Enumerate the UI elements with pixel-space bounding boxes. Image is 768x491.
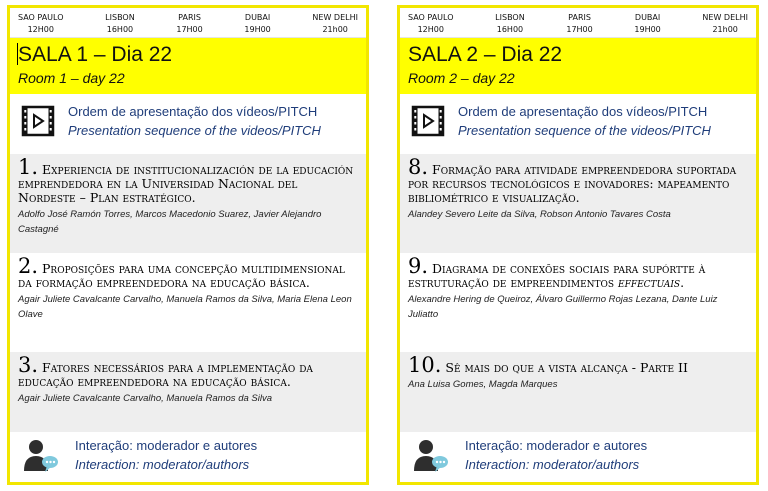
presentation-order-text: [68, 102, 321, 140]
talk-title: Proposições para uma concepção multidimensional da formação empreendedora na educação básica.: [18, 261, 345, 290]
talk-authors: Agair Juliete Cavalcante Carvalho, Manuela Ramos da Silva: [18, 393, 272, 404]
timezone-sao-paulo: SAO PAULO 12H00: [408, 13, 454, 34]
interaction-row: [10, 432, 366, 482]
presentation-order-row: [10, 94, 366, 154]
order-label-pt: Ordem de apresentação dos vídeos/PITCH: [68, 104, 318, 119]
timezone-paris: PARIS 17H00: [176, 13, 203, 34]
talk-number: 1.: [18, 155, 39, 179]
talk-authors: Adolfo José Ramón Torres, Marcos Macedonio Suarez, Javier Alejandro Castagné: [18, 209, 322, 235]
talk-title: Diagrama de conexões sociais para supórtte à estruturação de empreendimentos: [408, 261, 706, 290]
talk-authors: Alexandre Hering de Queiroz, Álvaro Guillermo Rojas Lezana, Dante Luiz Juliatto: [408, 294, 718, 320]
interaction-text: [75, 436, 257, 474]
talk-authors: Alandey Severo Leite da Silva, Robson Antonio Tavares Costa: [408, 209, 671, 220]
presentation-order-text: [458, 102, 711, 140]
interaction-label-pt: Interação: moderador e autores: [75, 438, 258, 453]
presentation-order-row: [400, 94, 756, 154]
talk-item: [400, 352, 756, 432]
order-label-en: Presentation sequence of the videos/PITCH: [458, 123, 711, 138]
talk-item: [10, 154, 366, 253]
chat-person-icon: [23, 438, 59, 479]
talk-number: 8.: [408, 155, 429, 179]
room-title: SALA 2 – Dia 22: [408, 43, 563, 66]
room-2-panel: [397, 5, 759, 485]
room-title-box[interactable]: [10, 38, 366, 94]
talk-title-emphasis: effectuais: [618, 275, 681, 290]
interaction-row: [400, 432, 756, 482]
talk-title: Sê mais do que a vista alcança - Parte II: [441, 360, 688, 375]
talk-item: [10, 352, 366, 432]
timezone-dubai: DUBAI 19H00: [634, 13, 661, 34]
talk-item: [10, 253, 366, 352]
room-subtitle: Room 1 – day 22: [18, 70, 125, 86]
talk-authors: Ana Luisa Gomes, Magda Marques: [408, 379, 558, 390]
video-play-icon: [20, 104, 56, 143]
talk-title: Formação para atividade empreendedora suportada por recursos tecnológicos e inovadores: mapeamento bibliométrico e visualização.: [408, 162, 737, 205]
talk-title: Experiencia de institucionalización de la educación emprendedora en la Universidad Nacional del Nordeste – Plan estratégico.: [18, 162, 354, 205]
timezone-new-delhi: NEW DELHI 21h00: [312, 13, 358, 34]
timezone-lisbon: LISBON 16H00: [105, 13, 135, 34]
chat-person-icon: [413, 438, 449, 479]
talk-number: 9.: [408, 254, 429, 278]
interaction-text: [465, 436, 647, 474]
timezone-new-delhi: NEW DELHI 21h00: [702, 13, 748, 34]
talk-number: 3.: [18, 353, 39, 377]
timezone-dubai: DUBAI 19H00: [244, 13, 271, 34]
talk-authors: Agair Juliete Cavalcante Carvalho, Manuela Ramos da Silva, Maria Elena Leon Olave: [18, 294, 352, 320]
text-cursor: [17, 43, 18, 65]
talk-title: Fatores necessários para a implementação da educação empreendedora na educação básica.: [18, 360, 313, 389]
talk-item: [400, 154, 756, 253]
talk-item: [400, 253, 756, 352]
timezone-bar: [10, 8, 366, 38]
talk-number: 10.: [408, 353, 442, 377]
talk-title-end: .: [680, 275, 685, 290]
room-subtitle: Room 2 – day 22: [408, 70, 515, 86]
order-label-pt: Ordem de apresentação dos vídeos/PITCH: [458, 104, 708, 119]
room-1-panel: [7, 5, 369, 485]
timezone-lisbon: LISBON 16H00: [495, 13, 525, 34]
interaction-label-en: Interaction: moderator/authors: [75, 457, 250, 472]
video-play-icon: [410, 104, 446, 143]
room-title: SALA 1 – Dia 22: [18, 43, 173, 66]
interaction-label-pt: Interação: moderador e autores: [465, 438, 648, 453]
timezone-sao-paulo: SAO PAULO 12H00: [18, 13, 64, 34]
timezone-bar: [400, 8, 756, 38]
talk-number: 2.: [18, 254, 39, 278]
order-label-en: Presentation sequence of the videos/PITCH: [68, 123, 321, 138]
timezone-paris: PARIS 17H00: [566, 13, 593, 34]
room-title-box[interactable]: [400, 38, 756, 94]
interaction-label-en: Interaction: moderator/authors: [465, 457, 640, 472]
